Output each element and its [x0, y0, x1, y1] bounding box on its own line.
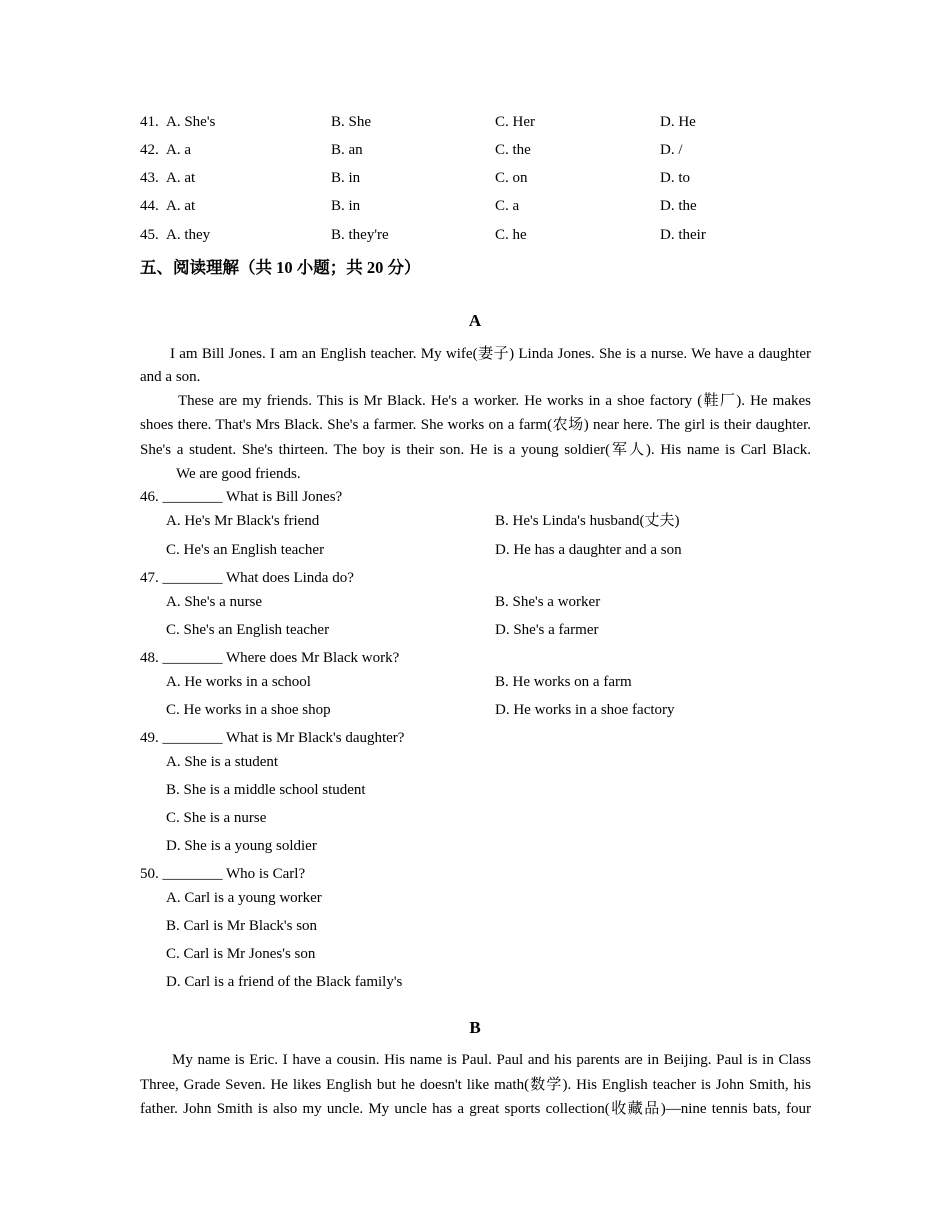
question-stem: 47. ________ What does Linda do? [140, 570, 354, 586]
passage-a-line: These are my friends. This is Mr Black. He's a worker. He works in a shoe factory (鞋厂). He makes [178, 393, 811, 409]
answer-option: C. He works in a shoe shop [166, 702, 331, 718]
question-number: 41. [140, 114, 159, 130]
section-heading: 五、阅读理解（共 10 小题；共 20 分） [140, 258, 421, 277]
option-d: D. the [660, 198, 697, 214]
option-b: B. in [331, 198, 361, 214]
option-d: D. their [660, 227, 706, 243]
answer-option: C. Carl is Mr Jones's son [166, 946, 316, 962]
question-stem: 49. ________ What is Mr Black's daughter? [140, 730, 405, 746]
answer-option: C. He's an English teacher [166, 542, 325, 558]
answer-option: A. He works in a school [166, 674, 311, 690]
answer-option: D. Carl is a friend of the Black family's [166, 974, 403, 990]
passage-b-line: father. John Smith is also my uncle. My uncle has a great sports collection(收藏品)—nine tennis bats, four [140, 1101, 811, 1117]
option-a: A. at [166, 198, 196, 214]
option-b: B. they're [331, 227, 389, 243]
option-a: A. a [166, 142, 191, 158]
answer-option: B. He's Linda's husband(丈夫) [495, 513, 680, 529]
question-number: 42. [140, 142, 159, 158]
answer-option: B. She's a worker [495, 594, 601, 610]
option-c: C. Her [495, 114, 535, 130]
question-number: 44. [140, 198, 159, 214]
question-number: 43. [140, 170, 159, 186]
answer-option: A. Carl is a young worker [166, 890, 322, 906]
answer-option: A. She is a student [166, 754, 279, 770]
question-number: 45. [140, 227, 159, 243]
passage-a-line: shoes there. That's Mrs Black. She's a farmer. She works on a farm(农场) near here. The girl is their daughter. [140, 417, 811, 433]
answer-option: C. She is a nurse [166, 810, 267, 826]
option-b: B. in [331, 170, 361, 186]
answer-option: B. Carl is Mr Black's son [166, 918, 318, 934]
passage-a-title: A [468, 311, 482, 330]
question-stem: 48. ________ Where does Mr Black work? [140, 650, 400, 666]
option-a: A. at [166, 170, 196, 186]
question-stem: 50. ________ Who is Carl? [140, 866, 306, 882]
option-d: D. to [660, 170, 690, 186]
passage-b-title: B [469, 1018, 481, 1037]
option-c: C. the [495, 142, 531, 158]
passage-b-line: Three, Grade Seven. He likes English but he doesn't like math(数学). His English teacher is John Smith, his [140, 1077, 811, 1093]
option-a: A. they [166, 227, 211, 243]
passage-a-line: I am Bill Jones. I am an English teacher. My wife(妻子) Linda Jones. She is a nurse. We have a daughter [170, 346, 811, 362]
answer-option: D. She's a farmer [495, 622, 599, 638]
option-d: D. / [660, 142, 683, 158]
option-c: C. he [495, 227, 527, 243]
passage-b-line: My name is Eric. I have a cousin. His name is Paul. Paul and his parents are in Beijing. Paul is in Class [172, 1052, 811, 1068]
option-b: B. an [331, 142, 363, 158]
option-d: D. He [660, 114, 696, 130]
answer-option: A. He's Mr Black's friend [166, 513, 320, 529]
answer-option: B. He works on a farm [495, 674, 632, 690]
option-b: B. She [331, 114, 372, 130]
answer-option: D. He has a daughter and a son [495, 542, 682, 558]
option-a: A. She's [166, 114, 216, 130]
answer-option: B. She is a middle school student [166, 782, 366, 798]
option-c: C. a [495, 198, 520, 214]
answer-option: C. She's an English teacher [166, 622, 330, 638]
question-stem: 46. ________ What is Bill Jones? [140, 489, 343, 505]
passage-a-line: and a son. [140, 369, 201, 385]
passage-a-line: We are good friends. [176, 466, 301, 482]
answer-option: D. He works in a shoe factory [495, 702, 675, 718]
answer-option: A. She's a nurse [166, 594, 263, 610]
answer-option: D. She is a young soldier [166, 838, 317, 854]
option-c: C. on [495, 170, 528, 186]
passage-a-line: She's a student. She's thirteen. The boy is their son. He is a young soldier(军人). His name is Carl Black. [140, 442, 811, 458]
